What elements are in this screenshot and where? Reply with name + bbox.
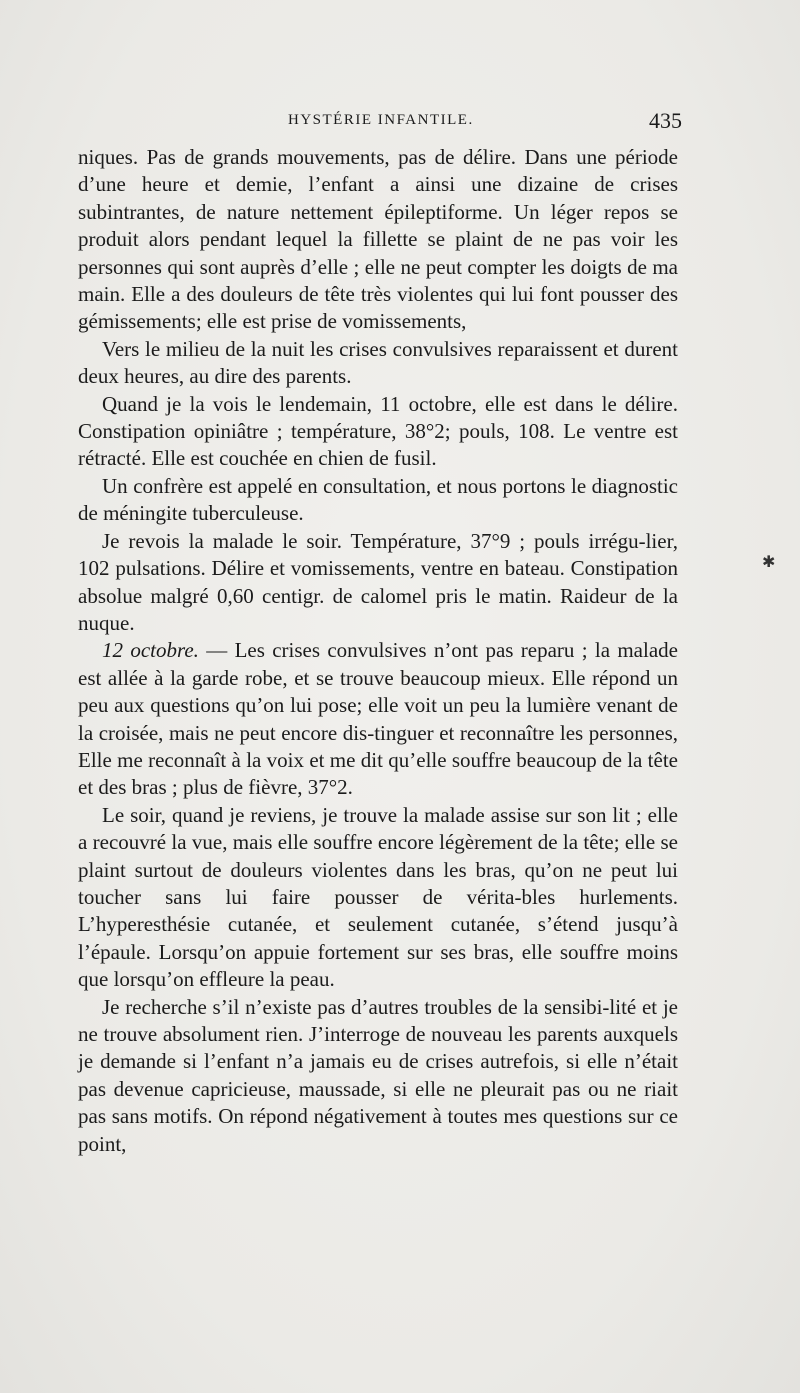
running-head: HYSTÉRIE INFANTILE. xyxy=(288,112,474,128)
body-text xyxy=(78,144,678,1158)
paragraph-7: Le soir, quand je reviens, je trouve la malade assise sur son lit ; elle a recouvré la vue, mais elle souffre encore légèrement de la tête; elle se plaint surtout de douleurs violentes dans les bras, qu’on ne peut lui toucher sans lui faire pousser de vérita-bles hurlements. L’hyperesthésie cutanée, et seulement cutanée, s’étend jusqu’à l’épaule. Lorsqu’on appuie fortement sur ses bras, elle souffre moins que lorsqu’on effleure la peau. xyxy=(78,802,678,992)
paragraph-1: niques. Pas de grands mouvements, pas de délire. Dans une période d’une heure et demie, l’enfant a ainsi une dizaine de crises subintrantes, de nature nettement épileptiforme. Un léger repos se produit alors pendant lequel la fillette se plaint de ne pas voir les personnes qui sont auprès d’elle ; elle ne peut compter les doigts de ma main. Elle a des douleurs de tête très violentes qui lui font pousser des gémissements; elle est prise de vomissements, xyxy=(78,145,678,334)
paragraph-6 xyxy=(78,637,678,801)
paragraph-4: Un confrère est appelé en consultation, et nous portons le diagnostic de méningite tuberculeuse. xyxy=(78,473,678,526)
paragraph-5: Je revois la malade le soir. Température, 37°9 ; pouls irrégu-lier, 102 pulsations. Délire et vomissements, ventre en bateau. Constipation absolue malgré 0,60 centigr. de calomel pris le matin. Raideur de la nuque. xyxy=(78,528,678,635)
page-number: 435 xyxy=(649,108,682,133)
paragraph-8: Je recherche s’il n’existe pas d’autres troubles de la sensibi-lité et je ne trouve absolument rien. J’interroge de nouveau les parents auxquels je demande si l’enfant n’a jamais eu de crises autrefois, si elle n’était pas devenue capricieuse, maussade, si elle ne pleurait pas ou ne riait pas sans motifs. On répond négativement à toutes mes questions sur ce point, xyxy=(78,994,678,1156)
margin-mark-icon: ✱ xyxy=(762,554,776,571)
entry-date: 12 octobre. xyxy=(102,638,199,663)
paragraph-3: Quand je la vois le lendemain, 11 octobre, elle est dans le délire. Constipation opiniâtre ; température, 38°2; pouls, 108. Le ventre est rétracté. Elle est couchée en chien de fusil. xyxy=(78,391,678,471)
paragraph-2: Vers le milieu de la nuit les crises convulsives reparaissent et durent deux heures, au dire des parents. xyxy=(78,336,678,389)
paragraph-6-text: — Les crises convulsives n’ont pas reparu ; la malade est allée à la garde robe, et se trouve beaucoup mieux. Elle répond un peu aux questions qu’on lui pose; elle voit un peu la lumière venant de la croisée, mais ne peut encore dis-tinguer et reconnaître les personnes, Elle me reconnaît à la voix et me dit qu’elle souffre beaucoup de la tête et des bras ; plus de fièvre, 37°2. xyxy=(78,638,678,800)
page-header xyxy=(78,108,682,136)
